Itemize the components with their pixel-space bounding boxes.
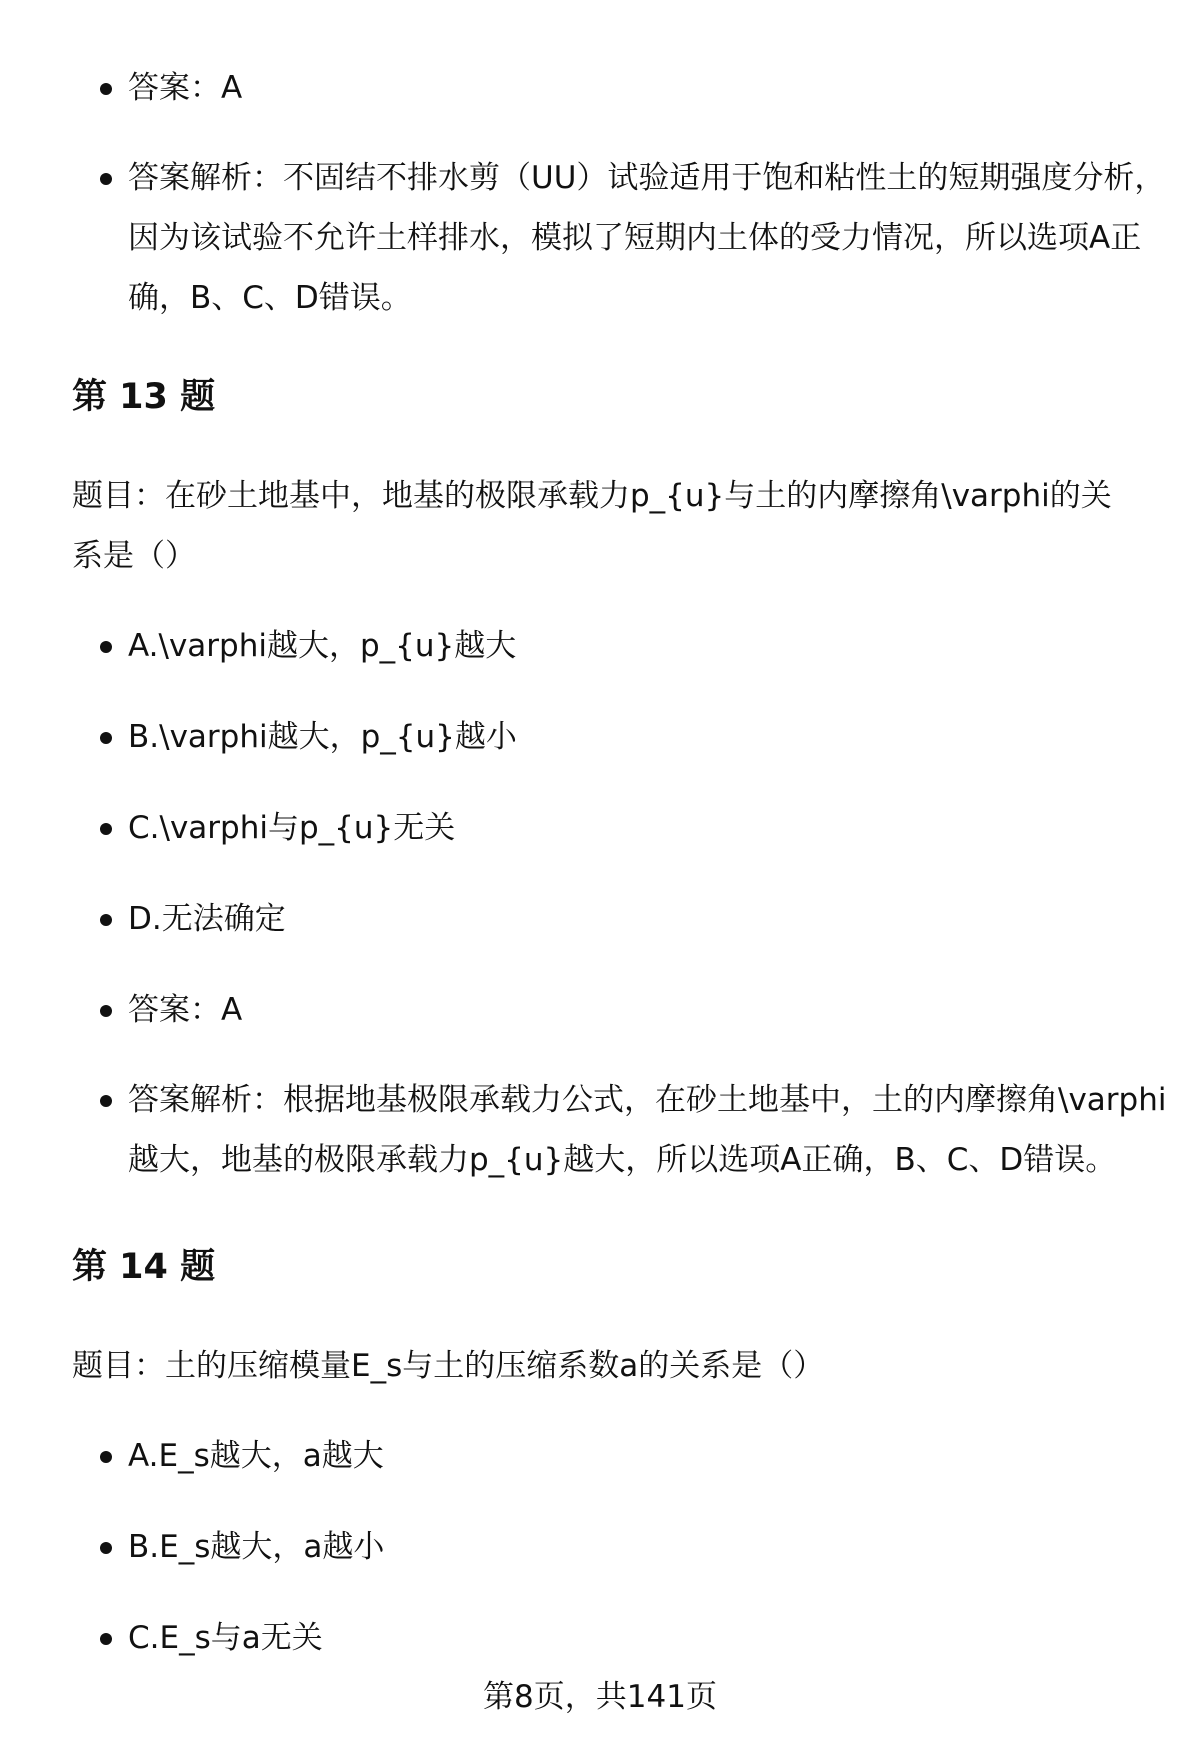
q13-answer: 答案：A bbox=[128, 980, 1168, 1040]
q14-option-c: C.E_s与a无关 bbox=[128, 1608, 1168, 1668]
page-number-footer: 第8页，共141页 bbox=[483, 1679, 717, 1715]
q12-analysis: 答案解析：不固结不排水剪（UU）试验适用于饱和粘性土的短期强度分析，因为该试验不允许土样排水，模拟了短期内土体的受力情况，所以选项A正确，B、C、D错误。 bbox=[128, 148, 1168, 328]
q13-analysis: 答案解析：根据地基极限承载力公式，在砂土地基中，土的内摩擦角\varphi越大，地基的极限承载力p_{u}越大，所以选项A正确，B、C、D错误。 bbox=[128, 1070, 1168, 1190]
q13-option-a: A.\varphi越大，p_{u}越大 bbox=[128, 616, 1168, 676]
q12-answer: 答案：A bbox=[128, 58, 1168, 118]
q14-option-b: B.E_s越大，a越小 bbox=[128, 1517, 1168, 1577]
q13-option-d: D.无法确定 bbox=[128, 889, 1168, 949]
q14-heading: 第 14 题 bbox=[72, 1247, 216, 1287]
q13-option-b: B.\varphi越大，p_{u}越小 bbox=[128, 707, 1168, 767]
q13-heading: 第 13 题 bbox=[72, 377, 216, 417]
q13-option-c: C.\varphi与p_{u}无关 bbox=[128, 798, 1168, 858]
q14-option-a: A.E_s越大，a越大 bbox=[128, 1426, 1168, 1486]
q14-question: 题目：土的压缩模量E_s与土的压缩系数a的关系是（） bbox=[72, 1348, 825, 1384]
q13-question: 题目：在砂土地基中，地基的极限承载力p_{u}与土的内摩擦角\varphi的关系是（） bbox=[72, 478, 1112, 574]
